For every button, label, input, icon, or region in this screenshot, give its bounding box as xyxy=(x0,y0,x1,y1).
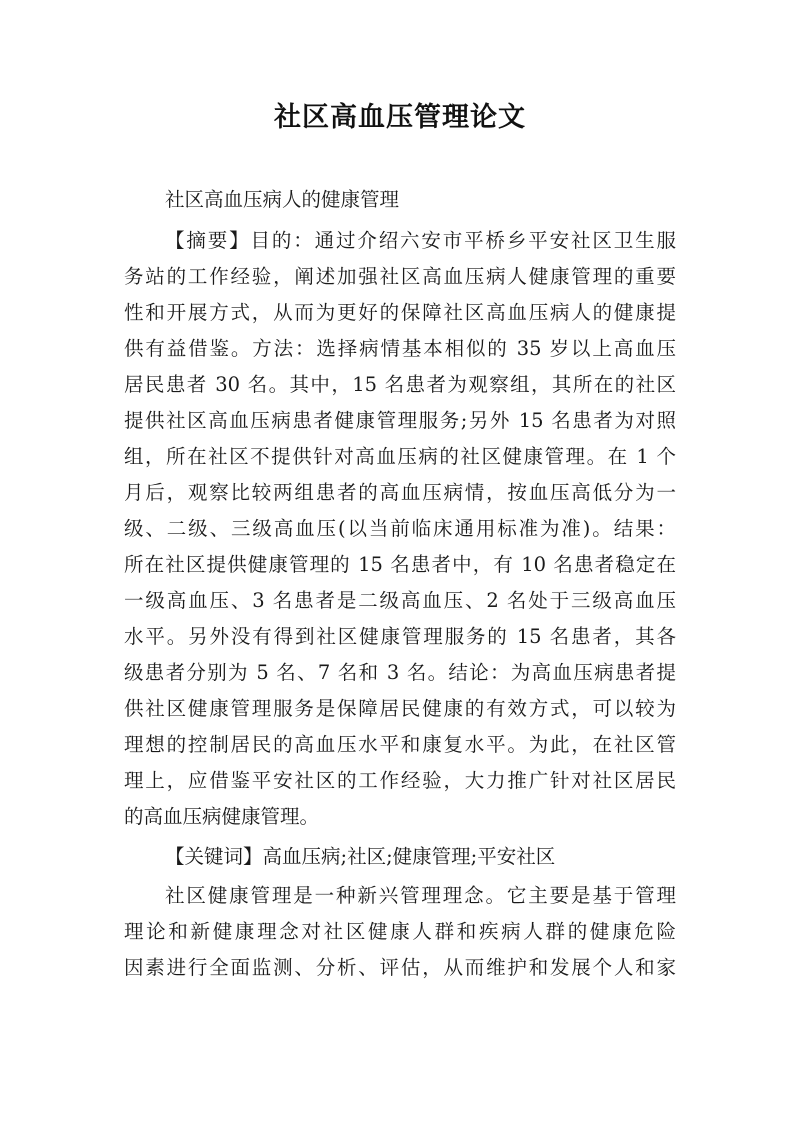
abstract-line: 所在社区提供健康管理的 15 名患者中，有 10 名患者稳定在 xyxy=(124,553,676,576)
abstract-line: 理想的控制居民的高血压水平和康复水平。为此，在社区管 xyxy=(124,733,676,756)
subtitle-line: 社区高血压病人的健康管理 xyxy=(165,188,400,211)
abstract-line: 务站的工作经验，阐述加强社区高血压病人健康管理的重要 xyxy=(124,265,676,288)
abstract-line: 供有益借鉴。方法：选择病情基本相似的 35 岁以上高血压 xyxy=(124,337,676,360)
abstract-line: 一级高血压、3 名患者是二级高血压、2 名处于三级高血压 xyxy=(124,589,676,612)
body-line: 社区健康管理是一种新兴管理理念。它主要是基于管理 xyxy=(165,884,676,907)
document-title: 社区高血压管理论文 xyxy=(274,102,526,133)
abstract-line: 【摘要】目的：通过介绍六安市平桥乡平安社区卫生服 xyxy=(165,229,676,252)
abstract-line: 供社区健康管理服务是保障居民健康的有效方式，可以较为 xyxy=(124,697,676,720)
abstract-line: 月后，观察比较两组患者的高血压病情，按血压高低分为一 xyxy=(124,481,676,504)
abstract-line: 性和开展方式，从而为更好的保障社区高血压病人的健康提 xyxy=(124,301,676,324)
abstract-line: 的高血压病健康管理。 xyxy=(124,805,320,828)
abstract-line: 居民患者 30 名。其中，15 名患者为观察组，其所在的社区 xyxy=(124,373,676,396)
abstract-line: 理上，应借鉴平安社区的工作经验，大力推广针对社区居民 xyxy=(124,769,676,792)
keywords-line: 【关键词】高血压病;社区;健康管理;平安社区 xyxy=(165,845,556,868)
abstract-line: 组，所在社区不提供针对高血压病的社区健康管理。在 1 个 xyxy=(124,445,676,468)
abstract-line: 级、二级、三级高血压(以当前临床通用标准为准)。结果： xyxy=(124,517,676,540)
body-line: 理论和新健康理念对社区健康人群和疾病人群的健康危险 xyxy=(124,920,676,943)
body-line: 因素进行全面监测、分析、评估，从而维护和发展个人和家 xyxy=(124,956,676,979)
abstract-line: 提供社区高血压病患者健康管理服务;另外 15 名患者为对照 xyxy=(124,409,676,432)
abstract-line: 级患者分别为 5 名、7 名和 3 名。结论：为高血压病患者提 xyxy=(124,661,676,684)
abstract-line: 水平。另外没有得到社区健康管理服务的 15 名患者，其各 xyxy=(124,625,676,648)
